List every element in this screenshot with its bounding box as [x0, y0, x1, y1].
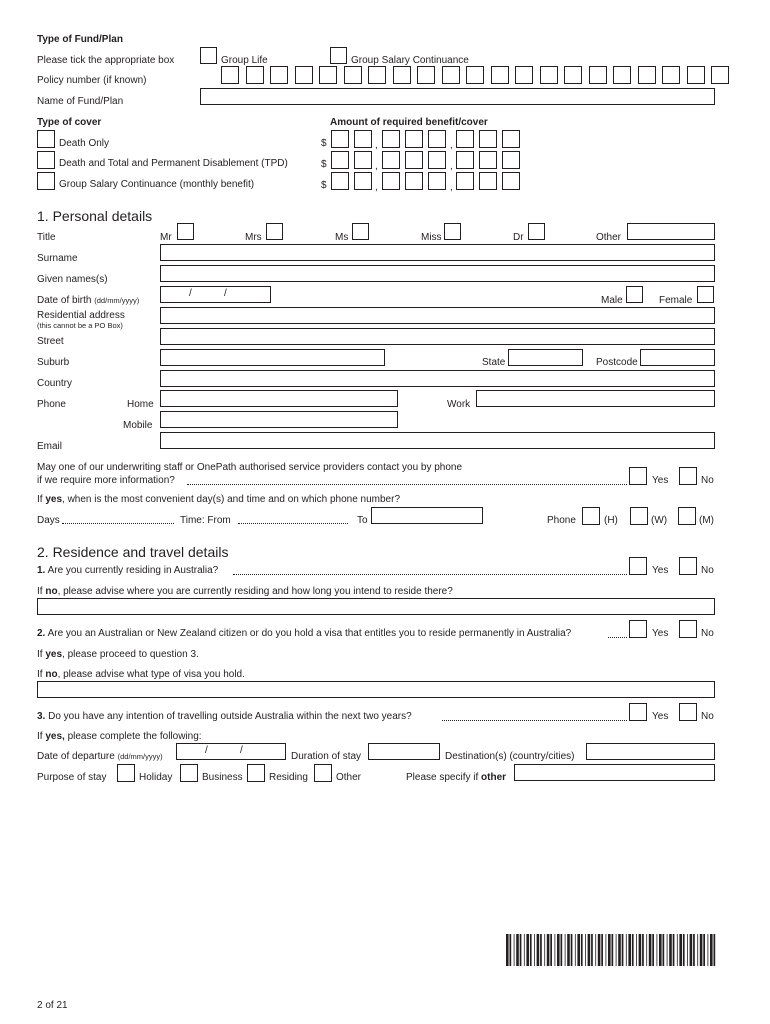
- barcode-bar: [708, 934, 709, 966]
- q3-no-label: No: [701, 711, 714, 722]
- policy-number-digit-box[interactable]: [613, 66, 631, 84]
- time-to-input[interactable]: [371, 507, 483, 524]
- q1-followup: If no, please advise where you are currently residing and how long you intend to reside there?: [37, 586, 453, 597]
- barcode-bar: [555, 934, 556, 966]
- barcode-bar: [659, 934, 662, 966]
- days-label: Days: [37, 515, 60, 526]
- title-mr-label: Mr: [160, 232, 172, 243]
- benefit-amount-digit-box[interactable]: [331, 172, 349, 190]
- thousands-separator: ,: [450, 182, 453, 193]
- specify-other-input[interactable]: [514, 764, 715, 781]
- barcode-bar: [506, 934, 509, 966]
- duration-input[interactable]: [368, 743, 440, 760]
- work-label: Work: [447, 399, 471, 410]
- female-label: Female: [659, 295, 693, 306]
- benefit-amount-digit-box[interactable]: [382, 130, 400, 148]
- barcode-bar: [673, 934, 675, 966]
- q2-yes-checkbox[interactable]: [629, 620, 647, 638]
- destination-input[interactable]: [586, 743, 715, 760]
- policy-number-digit-box[interactable]: [515, 66, 533, 84]
- group-salary-label: Group Salary Continuance: [351, 55, 469, 66]
- benefit-amount-digit-box[interactable]: [428, 151, 446, 169]
- street-label: Street: [37, 336, 64, 347]
- barcode-bar: [598, 934, 601, 966]
- barcode-bar: [601, 934, 603, 966]
- title-ms-checkbox[interactable]: [352, 223, 369, 240]
- contact-when-question: If yes, when is the most convenient day(s) and time and on which phone number?: [37, 494, 401, 505]
- q2-no-checkbox[interactable]: [679, 620, 697, 638]
- barcode-bar: [663, 934, 665, 966]
- barcode-bar: [520, 934, 522, 966]
- benefit-amount-digit-box[interactable]: [382, 151, 400, 169]
- policy-number-digit-box[interactable]: [662, 66, 680, 84]
- barcode-bar: [667, 934, 668, 966]
- po-box-note: (this cannot be a PO Box): [37, 321, 123, 330]
- barcode-bar: [565, 934, 566, 966]
- country-input[interactable]: [160, 370, 715, 387]
- salary-continuance-checkbox[interactable]: [37, 172, 55, 190]
- benefit-amount-digit-box[interactable]: [354, 172, 372, 190]
- barcode-bar: [524, 934, 525, 966]
- benefit-amount-digit-box[interactable]: [405, 130, 423, 148]
- departure-label: Date of departure (dd/mm/yyyy): [37, 751, 163, 762]
- barcode-bar: [639, 934, 642, 966]
- phone-work-label: (W): [651, 515, 668, 526]
- preferred-phone-label: Phone: [547, 515, 576, 526]
- work-phone-input[interactable]: [476, 390, 715, 407]
- benefit-amount-digit-box[interactable]: [331, 130, 349, 148]
- barcode-bar: [606, 934, 607, 966]
- barcode-bar: [612, 934, 614, 966]
- contact-no-checkbox[interactable]: [679, 467, 697, 485]
- barcode-bar: [618, 934, 621, 966]
- benefit-amount-digit-box[interactable]: [405, 172, 423, 190]
- barcode-bar: [636, 934, 637, 966]
- residence-heading: 2. Residence and travel details: [37, 544, 229, 560]
- policy-number-digit-box[interactable]: [687, 66, 705, 84]
- title-ms-label: Ms: [335, 232, 349, 243]
- purpose-business-label: Business: [202, 772, 243, 783]
- barcode-bar: [649, 934, 652, 966]
- time-from-input[interactable]: [238, 507, 348, 524]
- q1-yes-checkbox[interactable]: [629, 557, 647, 575]
- barcode-bar: [575, 934, 576, 966]
- policy-number-digit-box[interactable]: [344, 66, 362, 84]
- title-miss-checkbox[interactable]: [444, 223, 461, 240]
- surname-label: Surname: [37, 253, 78, 264]
- barcode-bar: [557, 934, 560, 966]
- thousands-separator: ,: [375, 140, 378, 151]
- barcode-bar: [710, 934, 713, 966]
- benefit-amount-digit-box[interactable]: [456, 130, 474, 148]
- barcode-bar: [516, 934, 519, 966]
- barcode-bar: [567, 934, 570, 966]
- q1-text: 1. Are you currently residing in Australia?: [37, 565, 219, 576]
- policy-number-digit-box[interactable]: [442, 66, 460, 84]
- purpose-residing-label: Residing: [269, 772, 308, 783]
- barcode-bar: [626, 934, 627, 966]
- title-dr-label: Dr: [513, 232, 524, 243]
- policy-number-digit-box[interactable]: [270, 66, 288, 84]
- q3-dot-leader: [442, 720, 627, 721]
- barcode-bar: [642, 934, 644, 966]
- currency-symbol: $: [321, 159, 327, 170]
- contact-no-label: No: [701, 475, 714, 486]
- phone-mobile-checkbox[interactable]: [678, 507, 696, 525]
- benefit-amount-digit-box[interactable]: [479, 172, 497, 190]
- purpose-residing-checkbox[interactable]: [247, 764, 265, 782]
- barcode-bar: [703, 934, 705, 966]
- thousands-separator: ,: [450, 140, 453, 151]
- barcode-bar: [669, 934, 672, 966]
- policy-label: Policy number (if known): [37, 75, 147, 86]
- barcode-bar: [687, 934, 688, 966]
- days-input[interactable]: [62, 507, 174, 524]
- barcode-bar: [526, 934, 529, 966]
- phone-work-checkbox[interactable]: [630, 507, 648, 525]
- phone-mobile-label: (M): [699, 515, 714, 526]
- page-number: 2 of 21: [37, 1000, 68, 1011]
- benefit-amount-digit-box[interactable]: [479, 130, 497, 148]
- contact-question-line1: May one of our underwriting staff or OnePath authorised service providers contact you by phone: [37, 462, 463, 473]
- mobile-label: Mobile: [123, 420, 153, 431]
- time-from-label: Time: From: [180, 515, 231, 526]
- title-other-input[interactable]: [627, 223, 715, 240]
- barcode-bar: [690, 934, 693, 966]
- dob-slash-1: /: [189, 288, 192, 299]
- currency-symbol: $: [321, 138, 327, 149]
- female-checkbox[interactable]: [697, 286, 714, 303]
- barcode-bar: [628, 934, 631, 966]
- amount-heading: Amount of required benefit/cover: [330, 117, 488, 128]
- q2-visa-input[interactable]: [37, 681, 715, 698]
- barcode-bar: [679, 934, 682, 966]
- policy-number-digit-box[interactable]: [711, 66, 729, 84]
- state-input[interactable]: [508, 349, 583, 366]
- purpose-other-label: Other: [336, 772, 362, 783]
- country-label: Country: [37, 378, 73, 389]
- residential-label: Residential address: [37, 310, 125, 321]
- title-mr-checkbox[interactable]: [177, 223, 194, 240]
- policy-number-digit-box[interactable]: [417, 66, 435, 84]
- surname-input[interactable]: [160, 244, 715, 261]
- destination-label: Destination(s) (country/cities): [445, 751, 575, 762]
- benefit-amount-digit-box[interactable]: [382, 172, 400, 190]
- barcode-bar: [616, 934, 617, 966]
- benefit-amount-digit-box[interactable]: [502, 151, 520, 169]
- contact-dot-leader: [187, 484, 627, 485]
- email-label: Email: [37, 441, 63, 452]
- benefit-amount-digit-box[interactable]: [354, 130, 372, 148]
- q3-text: 3. Do you have any intention of travelling outside Australia within the next two years?: [37, 711, 412, 722]
- tick-label: Please tick the appropriate box: [37, 55, 175, 66]
- title-mrs-checkbox[interactable]: [266, 223, 283, 240]
- benefit-amount-digit-box[interactable]: [502, 172, 520, 190]
- residential-address-input[interactable]: [160, 307, 715, 324]
- barcode-bar: [540, 934, 542, 966]
- barcode-bar: [530, 934, 532, 966]
- policy-number-digit-box[interactable]: [638, 66, 656, 84]
- salary-continuance-label: Group Salary Continuance (monthly benefit): [59, 179, 255, 190]
- purpose-business-checkbox[interactable]: [180, 764, 198, 782]
- barcode-bar: [550, 934, 552, 966]
- q2-yes-followup: If yes, please proceed to question 3.: [37, 649, 199, 660]
- death-tpd-label: Death and Total and Permanent Disablement (TPD): [59, 158, 288, 169]
- title-mrs-label: Mrs: [245, 232, 262, 243]
- barcode-bar: [646, 934, 647, 966]
- barcode-bar: [510, 934, 512, 966]
- currency-symbol: $: [321, 180, 327, 191]
- dob-input[interactable]: [160, 286, 271, 303]
- policy-number-digit-box[interactable]: [589, 66, 607, 84]
- fund-heading: Type of Fund/Plan: [37, 34, 123, 45]
- policy-number-digit-box[interactable]: [368, 66, 386, 84]
- male-label: Male: [601, 295, 623, 306]
- barcode-bar: [577, 934, 580, 966]
- q2-dot-leader: [608, 637, 627, 638]
- barcode-bar: [544, 934, 545, 966]
- postcode-input[interactable]: [640, 349, 715, 366]
- q2-no-followup: If no, please advise what type of visa you hold.: [37, 669, 245, 680]
- mobile-phone-input[interactable]: [160, 411, 398, 428]
- q1-no-checkbox[interactable]: [679, 557, 697, 575]
- group-life-label: Group Life: [221, 55, 268, 66]
- q1-dot-leader: [233, 574, 627, 575]
- barcode-bar: [581, 934, 583, 966]
- postcode-label: Postcode: [596, 357, 638, 368]
- benefit-amount-digit-box[interactable]: [405, 151, 423, 169]
- q1-no-label: No: [701, 565, 714, 576]
- contact-yes-label: Yes: [652, 475, 669, 486]
- title-dr-checkbox[interactable]: [528, 223, 545, 240]
- contact-question-line2: if we require more information?: [37, 475, 175, 486]
- benefit-amount-digit-box[interactable]: [331, 151, 349, 169]
- barcode-bar: [537, 934, 540, 966]
- q3-yes-label: Yes: [652, 711, 669, 722]
- group-life-checkbox[interactable]: [200, 47, 217, 64]
- barcode-bar: [588, 934, 591, 966]
- dob-slash-2: /: [224, 288, 227, 299]
- group-salary-checkbox[interactable]: [330, 47, 347, 64]
- title-miss-label: Miss: [421, 232, 442, 243]
- barcode-bar: [632, 934, 634, 966]
- departure-slash-1: /: [205, 745, 208, 756]
- q3-followup: If yes, please complete the following:: [37, 731, 202, 742]
- q1-yes-label: Yes: [652, 565, 669, 576]
- barcode-bar: [561, 934, 563, 966]
- policy-number-digit-box[interactable]: [295, 66, 313, 84]
- email-input[interactable]: [160, 432, 715, 449]
- thousands-separator: ,: [375, 161, 378, 172]
- departure-slash-2: /: [240, 745, 243, 756]
- phone-home-checkbox[interactable]: [582, 507, 600, 525]
- suburb-label: Suburb: [37, 357, 70, 368]
- q2-no-label: No: [701, 628, 714, 639]
- policy-number-digit-box[interactable]: [491, 66, 509, 84]
- benefit-amount-digit-box[interactable]: [354, 151, 372, 169]
- barcode-bar: [591, 934, 593, 966]
- policy-number-digit-box[interactable]: [221, 66, 239, 84]
- barcode-bar: [652, 934, 654, 966]
- thousands-separator: ,: [375, 182, 378, 193]
- male-checkbox[interactable]: [626, 286, 643, 303]
- thousands-separator: ,: [450, 161, 453, 172]
- purpose-holiday-label: Holiday: [139, 772, 173, 783]
- barcode-bar: [571, 934, 573, 966]
- policy-number-digit-box[interactable]: [540, 66, 558, 84]
- barcode-bar: [714, 934, 716, 966]
- policy-number-digit-box[interactable]: [393, 66, 411, 84]
- barcode-bar: [514, 934, 515, 966]
- fund-name-input[interactable]: [200, 88, 715, 105]
- duration-label: Duration of stay: [291, 751, 362, 762]
- barcode-bar: [657, 934, 658, 966]
- barcode-bar: [677, 934, 678, 966]
- benefit-amount-digit-box[interactable]: [428, 130, 446, 148]
- barcode-bar: [585, 934, 586, 966]
- policy-number-digit-box[interactable]: [246, 66, 264, 84]
- given-names-input[interactable]: [160, 265, 715, 282]
- barcode-bar: [595, 934, 596, 966]
- policy-number-digit-box[interactable]: [319, 66, 337, 84]
- benefit-amount-digit-box[interactable]: [428, 172, 446, 190]
- suburb-input[interactable]: [160, 349, 385, 366]
- street-input[interactable]: [160, 328, 715, 345]
- benefit-amount-digit-box[interactable]: [479, 151, 497, 169]
- q2-text: 2. Are you an Australian or New Zealand citizen or do you hold a visa that entitles you to reside permanently in Australia?: [37, 628, 572, 639]
- given-names-label: Given names(s): [37, 274, 108, 285]
- barcode-bar: [697, 934, 698, 966]
- purpose-holiday-checkbox[interactable]: [117, 764, 135, 782]
- barcode-bar: [608, 934, 611, 966]
- benefit-amount-digit-box[interactable]: [456, 172, 474, 190]
- contact-yes-checkbox[interactable]: [629, 467, 647, 485]
- cover-heading: Type of cover: [37, 117, 102, 128]
- q1-residence-input[interactable]: [37, 598, 715, 615]
- departure-date-input[interactable]: [176, 743, 286, 760]
- death-tpd-checkbox[interactable]: [37, 151, 55, 169]
- title-label: Title: [37, 232, 56, 243]
- dob-label: Date of birth (dd/mm/yyyy): [37, 295, 140, 306]
- benefit-amount-digit-box[interactable]: [456, 151, 474, 169]
- barcode-bar: [693, 934, 695, 966]
- title-other-label: Other: [596, 232, 622, 243]
- time-to-label: To: [357, 515, 368, 526]
- fund-name-label: Name of Fund/Plan: [37, 96, 124, 107]
- barcode-bar: [622, 934, 624, 966]
- home-label: Home: [127, 399, 154, 410]
- benefit-amount-digit-box[interactable]: [502, 130, 520, 148]
- barcode-bar: [534, 934, 535, 966]
- purpose-label: Purpose of stay: [37, 772, 107, 783]
- state-label: State: [482, 357, 506, 368]
- policy-number-digit-box[interactable]: [564, 66, 582, 84]
- phone-home-label: (H): [604, 515, 618, 526]
- personal-heading: 1. Personal details: [37, 208, 153, 224]
- q3-yes-checkbox[interactable]: [629, 703, 647, 721]
- phone-label: Phone: [37, 399, 66, 410]
- specify-other-label: Please specify if other: [406, 772, 507, 783]
- purpose-other-checkbox[interactable]: [314, 764, 332, 782]
- policy-number-digit-box[interactable]: [466, 66, 484, 84]
- home-phone-input[interactable]: [160, 390, 398, 407]
- barcode-bar: [683, 934, 685, 966]
- barcode-bar: [547, 934, 550, 966]
- q3-no-checkbox[interactable]: [679, 703, 697, 721]
- barcode-image: [506, 934, 716, 966]
- death-only-label: Death Only: [59, 138, 110, 149]
- death-only-checkbox[interactable]: [37, 130, 55, 148]
- barcode-bar: [700, 934, 703, 966]
- q2-yes-label: Yes: [652, 628, 669, 639]
